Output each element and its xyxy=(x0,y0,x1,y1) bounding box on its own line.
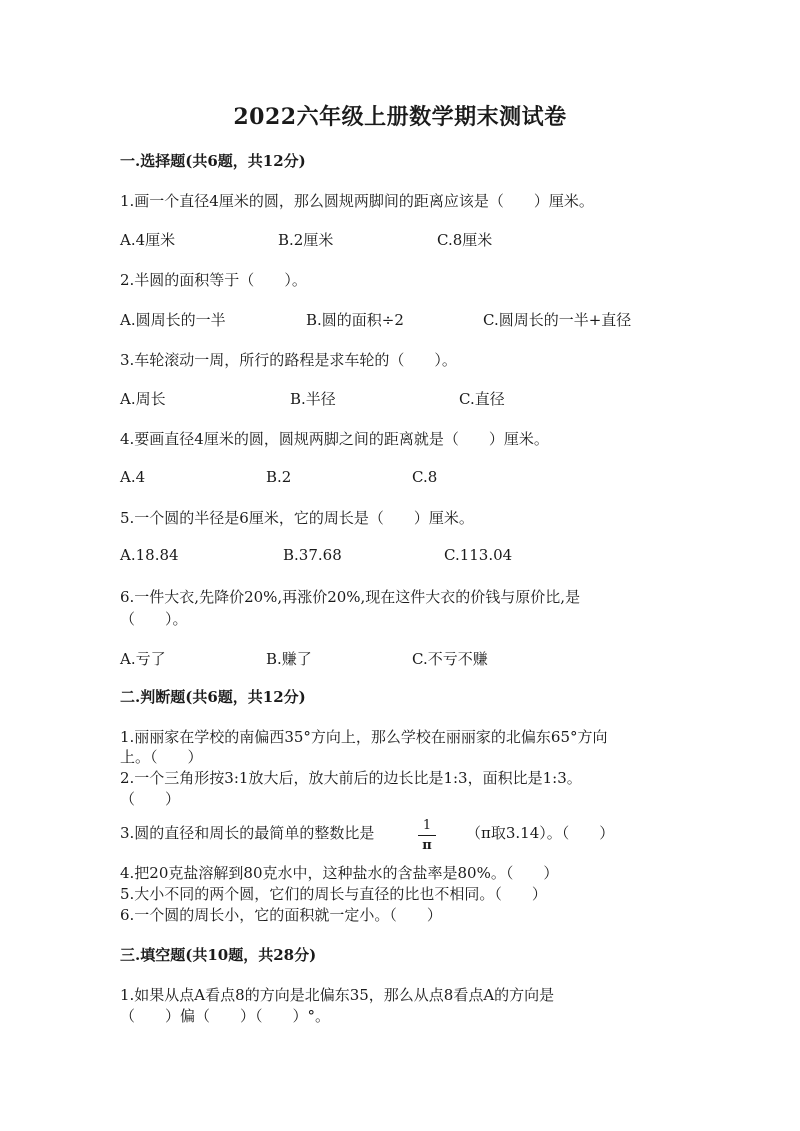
option-c: C.圆周长的一半+直径 xyxy=(483,311,632,329)
option-c: C.不亏不赚 xyxy=(412,650,488,668)
option-b: B.37.68 xyxy=(283,546,342,564)
fraction-denominator: π xyxy=(422,838,432,853)
question-text: 6.一件大衣,先降价20%,再涨价20%,现在这件大衣的价钱与原价比,是 xyxy=(120,588,581,606)
question-text: 4.要画直径4厘米的圆，圆规两脚之间的距离就是（ ）厘米。 xyxy=(120,430,549,448)
statement-text: 6.一个圆的周长小，它的面积就一定小。（ ） xyxy=(120,906,442,924)
section-heading-fill: 三.填空题(共10题，共28分) xyxy=(120,946,317,964)
option-b: B.赚了 xyxy=(266,650,312,668)
statement-text: 3.圆的直径和周长的最简单的整数比是 xyxy=(120,824,375,842)
page-title: 2022六年级上册数学期末测试卷 xyxy=(233,104,567,130)
statement-text: 4.把20克盐溶解到80克水中，这种盐水的含盐率是80%。（ ） xyxy=(120,864,559,882)
option-b: B.2厘米 xyxy=(278,231,334,249)
option-b: B.圆的面积÷2 xyxy=(306,311,404,329)
statement-text: 2.一个三角形按3:1放大后，放大前后的边长比是1:3，面积比是1:3。 xyxy=(120,769,582,787)
statement-text-cont: （π取3.14）。（ ） xyxy=(466,824,615,842)
option-c: C.直径 xyxy=(459,390,505,408)
option-a: A.亏了 xyxy=(120,650,166,668)
fraction-one-over-pi xyxy=(418,818,436,853)
statement-text-cont: （ ） xyxy=(120,790,181,808)
fraction-numerator: 1 xyxy=(418,818,436,836)
option-b: B.2 xyxy=(266,468,292,486)
option-b: B.半径 xyxy=(290,390,336,408)
fill-question-text-cont: （ ）偏（ ）（ ）°。 xyxy=(120,1007,331,1025)
statement-text: 5.大小不同的两个圆，它们的周长与直径的比也不相同。（ ） xyxy=(120,885,547,903)
fill-question-text: 1.如果从点A看点8的方向是北偏东35，那么从点8看点A的方向是 xyxy=(120,986,555,1004)
question-text: 5.一个圆的半径是6厘米，它的周长是（ ）厘米。 xyxy=(120,509,474,527)
option-a: A.周长 xyxy=(120,390,166,408)
option-a: A.4厘米 xyxy=(120,231,176,249)
option-c: C.8厘米 xyxy=(437,231,493,249)
question-text: 3.车轮滚动一周，所行的路程是求车轮的（ ）。 xyxy=(120,351,457,369)
option-c: C.8 xyxy=(412,468,438,486)
option-a: A.4 xyxy=(120,468,146,486)
section-heading-judge: 二.判断题(共6题，共12分) xyxy=(120,688,306,706)
question-text-cont: （ ）。 xyxy=(120,610,188,628)
option-a: A.18.84 xyxy=(120,546,179,564)
statement-text-cont: 上。（ ） xyxy=(120,748,203,766)
section-heading-choice: 一.选择题(共6题，共12分) xyxy=(120,152,306,170)
question-text: 1.画一个直径4厘米的圆，那么圆规两脚间的距离应该是（ ）厘米。 xyxy=(120,192,594,210)
statement-text: 1.丽丽家在学校的南偏西35°方向上，那么学校在丽丽家的北偏东65°方向 xyxy=(120,728,608,746)
option-c: C.113.04 xyxy=(444,546,513,564)
option-a: A.圆周长的一半 xyxy=(120,311,226,329)
question-text: 2.半圆的面积等于（ ）。 xyxy=(120,271,307,289)
